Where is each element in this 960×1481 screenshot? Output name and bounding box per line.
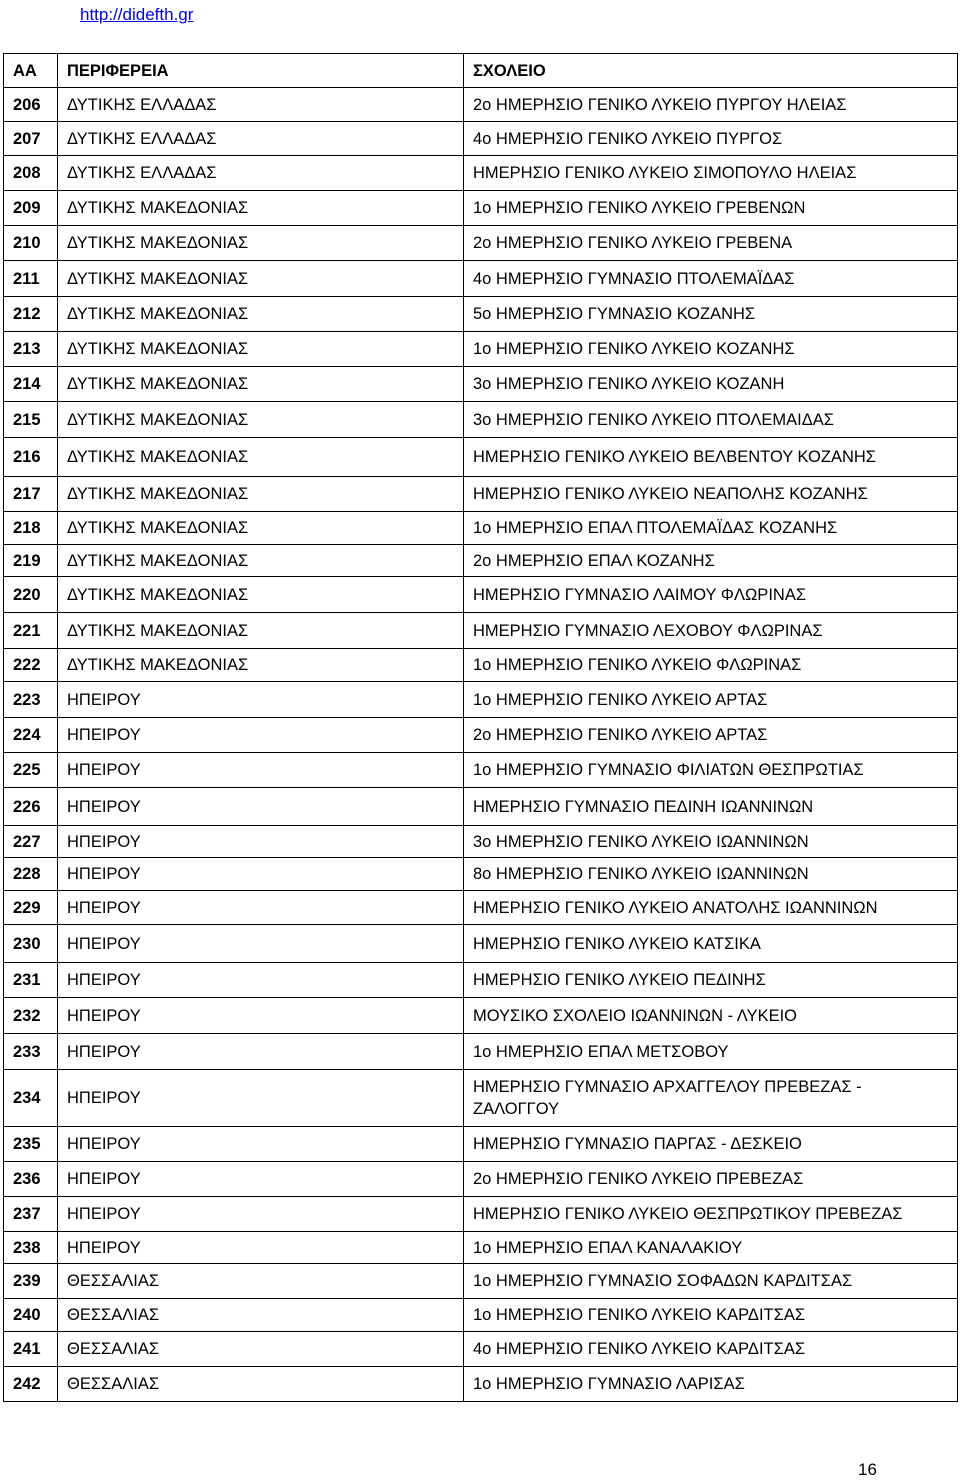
cell-school: ΗΜΕΡΗΣΙΟ ΓΥΜΝΑΣΙΟ ΛΑΙΜΟΥ ΦΛΩΡΙΝΑΣ (464, 577, 958, 613)
cell-aa: 234 (4, 1070, 58, 1127)
column-header-aa: ΑΑ (4, 54, 58, 88)
cell-school: 1ο ΗΜΕΡΗΣΙΟ ΓΕΝΙΚΟ ΛΥΚΕΙΟ ΑΡΤΑΣ (464, 682, 958, 718)
table-row (4, 477, 958, 512)
cell-aa: 236 (4, 1162, 58, 1197)
table-row (4, 191, 958, 226)
table-row (4, 963, 958, 998)
table-row (4, 753, 958, 788)
cell-aa: 222 (4, 649, 58, 682)
cell-school: 1ο ΗΜΕΡΗΣΙΟ ΕΠΑΛ ΠΤΟΛΕΜΑΪΔΑΣ ΚΟΖΑΝΗΣ (464, 512, 958, 545)
cell-school: 4ο ΗΜΕΡΗΣΙΟ ΓΥΜΝΑΣΙΟ ΠΤΟΛΕΜΑΪΔΑΣ (464, 261, 958, 297)
column-header-school: ΣΧΟΛΕΙΟ (464, 54, 958, 88)
table-row (4, 545, 958, 577)
cell-school: ΗΜΕΡΗΣΙΟ ΓΥΜΝΑΣΙΟ ΛΕΧΟΒΟΥ ΦΛΩΡΙΝΑΣ (464, 613, 958, 649)
table-row (4, 367, 958, 402)
cell-region: ΗΠΕΙΡΟΥ (58, 963, 464, 998)
cell-aa: 209 (4, 191, 58, 226)
cell-region: ΗΠΕΙΡΟΥ (58, 891, 464, 925)
cell-aa: 219 (4, 545, 58, 577)
cell-aa: 215 (4, 402, 58, 438)
cell-region: ΗΠΕΙΡΟΥ (58, 1162, 464, 1197)
cell-aa: 239 (4, 1264, 58, 1299)
table-header-row (4, 54, 958, 88)
cell-school: 2ο ΗΜΕΡΗΣΙΟ ΓΕΝΙΚΟ ΛΥΚΕΙΟ ΓΡΕΒΕΝΑ (464, 226, 958, 261)
cell-aa: 231 (4, 963, 58, 998)
table-row (4, 891, 958, 925)
cell-school: ΗΜΕΡΗΣΙΟ ΓΕΝΙΚΟ ΛΥΚΕΙΟ ΚΑΤΣΙΚΑ (464, 925, 958, 963)
table-row (4, 122, 958, 156)
cell-school: 3ο ΗΜΕΡΗΣΙΟ ΓΕΝΙΚΟ ΛΥΚΕΙΟ ΠΤΟΛΕΜΑΙΔΑΣ (464, 402, 958, 438)
cell-region: ΔΥΤΙΚΗΣ ΜΑΚΕΔΟΝΙΑΣ (58, 402, 464, 438)
cell-region: ΗΠΕΙΡΟΥ (58, 1127, 464, 1162)
cell-region: ΔΥΤΙΚΗΣ ΕΛΛΑΔΑΣ (58, 88, 464, 122)
column-header-region: ΠΕΡΙΦΕΡΕΙΑ (58, 54, 464, 88)
table-row (4, 682, 958, 718)
cell-school: ΗΜΕΡΗΣΙΟ ΓΥΜΝΑΣΙΟ ΠΑΡΓΑΣ - ΔΕΣΚΕΙΟ (464, 1127, 958, 1162)
cell-region: ΘΕΣΣΑΛΙΑΣ (58, 1299, 464, 1332)
cell-region: ΔΥΤΙΚΗΣ ΜΑΚΕΔΟΝΙΑΣ (58, 261, 464, 297)
table-row (4, 577, 958, 613)
cell-region: ΔΥΤΙΚΗΣ ΜΑΚΕΔΟΝΙΑΣ (58, 613, 464, 649)
cell-aa: 220 (4, 577, 58, 613)
table-row (4, 1232, 958, 1264)
schools-table (3, 53, 958, 1402)
cell-aa: 206 (4, 88, 58, 122)
table-row (4, 156, 958, 191)
table-row (4, 512, 958, 545)
cell-aa: 227 (4, 826, 58, 858)
cell-aa: 225 (4, 753, 58, 788)
cell-school: 1ο ΗΜΕΡΗΣΙΟ ΓΕΝΙΚΟ ΛΥΚΕΙΟ ΦΛΩΡΙΝΑΣ (464, 649, 958, 682)
cell-region: ΗΠΕΙΡΟΥ (58, 1197, 464, 1232)
cell-aa: 211 (4, 261, 58, 297)
table-row (4, 332, 958, 367)
table-row (4, 402, 958, 438)
cell-school: ΗΜΕΡΗΣΙΟ ΓΥΜΝΑΣΙΟ ΑΡΧΑΓΓΕΛΟΥ ΠΡΕΒΕΖΑΣ - ΖΑΛΟΓΓΟΥ (464, 1070, 958, 1127)
cell-region: ΔΥΤΙΚΗΣ ΕΛΛΑΔΑΣ (58, 122, 464, 156)
cell-school: 2ο ΗΜΕΡΗΣΙΟ ΓΕΝΙΚΟ ΛΥΚΕΙΟ ΠΡΕΒΕΖΑΣ (464, 1162, 958, 1197)
cell-region: ΔΥΤΙΚΗΣ ΜΑΚΕΔΟΝΙΑΣ (58, 332, 464, 367)
cell-region: ΗΠΕΙΡΟΥ (58, 1034, 464, 1070)
table-row (4, 1070, 958, 1127)
cell-region: ΗΠΕΙΡΟΥ (58, 1070, 464, 1127)
table-row (4, 1299, 958, 1332)
cell-aa: 237 (4, 1197, 58, 1232)
cell-region: ΔΥΤΙΚΗΣ ΜΑΚΕΔΟΝΙΑΣ (58, 367, 464, 402)
cell-school: 8ο ΗΜΕΡΗΣΙΟ ΓΕΝΙΚΟ ΛΥΚΕΙΟ ΙΩΑΝΝΙΝΩΝ (464, 858, 958, 891)
cell-aa: 213 (4, 332, 58, 367)
cell-aa: 210 (4, 226, 58, 261)
cell-region: ΗΠΕΙΡΟΥ (58, 858, 464, 891)
cell-school: 1ο ΗΜΕΡΗΣΙΟ ΓΥΜΝΑΣΙΟ ΛΑΡΙΣΑΣ (464, 1367, 958, 1402)
cell-region: ΔΥΤΙΚΗΣ ΕΛΛΑΔΑΣ (58, 156, 464, 191)
table-row (4, 1034, 958, 1070)
cell-region: ΗΠΕΙΡΟΥ (58, 682, 464, 718)
table-row (4, 297, 958, 332)
cell-aa: 229 (4, 891, 58, 925)
table-row (4, 925, 958, 963)
cell-aa: 207 (4, 122, 58, 156)
cell-aa: 226 (4, 788, 58, 826)
cell-school: 1ο ΗΜΕΡΗΣΙΟ ΓΥΜΝΑΣΙΟ ΦΙΛΙΑΤΩΝ ΘΕΣΠΡΩΤΙΑΣ (464, 753, 958, 788)
cell-aa: 212 (4, 297, 58, 332)
table-row (4, 1367, 958, 1402)
table-body (4, 88, 958, 1402)
cell-aa: 232 (4, 998, 58, 1034)
cell-region: ΘΕΣΣΑΛΙΑΣ (58, 1264, 464, 1299)
table-row (4, 226, 958, 261)
table-row (4, 788, 958, 826)
cell-school: 1ο ΗΜΕΡΗΣΙΟ ΕΠΑΛ ΜΕΤΣΟΒΟΥ (464, 1034, 958, 1070)
cell-region: ΗΠΕΙΡΟΥ (58, 826, 464, 858)
page-number: 16 (858, 1460, 877, 1479)
cell-region: ΔΥΤΙΚΗΣ ΜΑΚΕΔΟΝΙΑΣ (58, 226, 464, 261)
cell-school: 1ο ΗΜΕΡΗΣΙΟ ΓΕΝΙΚΟ ΛΥΚΕΙΟ ΚΑΡΔΙΤΣΑΣ (464, 1299, 958, 1332)
cell-school: 4ο ΗΜΕΡΗΣΙΟ ΓΕΝΙΚΟ ΛΥΚΕΙΟ ΚΑΡΔΙΤΣΑΣ (464, 1332, 958, 1367)
table-row (4, 858, 958, 891)
cell-aa: 228 (4, 858, 58, 891)
cell-aa: 223 (4, 682, 58, 718)
cell-aa: 224 (4, 718, 58, 753)
cell-aa: 241 (4, 1332, 58, 1367)
table-row (4, 613, 958, 649)
cell-school: ΜΟΥΣΙΚΟ ΣΧΟΛΕΙΟ ΙΩΑΝΝΙΝΩΝ - ΛΥΚΕΙΟ (464, 998, 958, 1034)
cell-region: ΔΥΤΙΚΗΣ ΜΑΚΕΔΟΝΙΑΣ (58, 438, 464, 477)
cell-region: ΔΥΤΙΚΗΣ ΜΑΚΕΔΟΝΙΑΣ (58, 512, 464, 545)
cell-region: ΗΠΕΙΡΟΥ (58, 788, 464, 826)
cell-school: 1ο ΗΜΕΡΗΣΙΟ ΓΥΜΝΑΣΙΟ ΣΟΦΑΔΩΝ ΚΑΡΔΙΤΣΑΣ (464, 1264, 958, 1299)
cell-school: ΗΜΕΡΗΣΙΟ ΓΕΝΙΚΟ ΛΥΚΕΙΟ ΘΕΣΠΡΩΤΙΚΟΥ ΠΡΕΒΕΖΑΣ (464, 1197, 958, 1232)
cell-aa: 230 (4, 925, 58, 963)
cell-school: ΗΜΕΡΗΣΙΟ ΓΥΜΝΑΣΙΟ ΠΕΔΙΝΗ ΙΩΑΝΝΙΝΩΝ (464, 788, 958, 826)
cell-school: 4ο ΗΜΕΡΗΣΙΟ ΓΕΝΙΚΟ ΛΥΚΕΙΟ ΠΥΡΓΟΣ (464, 122, 958, 156)
cell-region: ΘΕΣΣΑΛΙΑΣ (58, 1332, 464, 1367)
cell-aa: 217 (4, 477, 58, 512)
table-row (4, 438, 958, 477)
header-link[interactable]: http://didefth.gr (80, 5, 194, 24)
cell-school: ΗΜΕΡΗΣΙΟ ΓΕΝΙΚΟ ΛΥΚΕΙΟ ΠΕΔΙΝΗΣ (464, 963, 958, 998)
cell-aa: 242 (4, 1367, 58, 1402)
cell-aa: 238 (4, 1232, 58, 1264)
cell-region: ΔΥΤΙΚΗΣ ΜΑΚΕΔΟΝΙΑΣ (58, 545, 464, 577)
cell-region: ΗΠΕΙΡΟΥ (58, 718, 464, 753)
cell-aa: 233 (4, 1034, 58, 1070)
cell-aa: 218 (4, 512, 58, 545)
table-row (4, 88, 958, 122)
cell-school: 3ο ΗΜΕΡΗΣΙΟ ΓΕΝΙΚΟ ΛΥΚΕΙΟ ΙΩΑΝΝΙΝΩΝ (464, 826, 958, 858)
table-row (4, 1162, 958, 1197)
table-row (4, 1264, 958, 1299)
cell-region: ΗΠΕΙΡΟΥ (58, 998, 464, 1034)
cell-school: 3ο ΗΜΕΡΗΣΙΟ ΓΕΝΙΚΟ ΛΥΚΕΙΟ ΚΟΖΑΝΗ (464, 367, 958, 402)
table-row (4, 1127, 958, 1162)
cell-region: ΔΥΤΙΚΗΣ ΜΑΚΕΔΟΝΙΑΣ (58, 649, 464, 682)
cell-region: ΔΥΤΙΚΗΣ ΜΑΚΕΔΟΝΙΑΣ (58, 191, 464, 226)
cell-aa: 221 (4, 613, 58, 649)
cell-region: ΗΠΕΙΡΟΥ (58, 1232, 464, 1264)
cell-school: ΗΜΕΡΗΣΙΟ ΓΕΝΙΚΟ ΛΥΚΕΙΟ ΑΝΑΤΟΛΗΣ ΙΩΑΝΝΙΝΩΝ (464, 891, 958, 925)
cell-region: ΔΥΤΙΚΗΣ ΜΑΚΕΔΟΝΙΑΣ (58, 297, 464, 332)
cell-aa: 208 (4, 156, 58, 191)
cell-school: 1ο ΗΜΕΡΗΣΙΟ ΓΕΝΙΚΟ ΛΥΚΕΙΟ ΚΟΖΑΝΗΣ (464, 332, 958, 367)
cell-region: ΔΥΤΙΚΗΣ ΜΑΚΕΔΟΝΙΑΣ (58, 577, 464, 613)
cell-region: ΔΥΤΙΚΗΣ ΜΑΚΕΔΟΝΙΑΣ (58, 477, 464, 512)
table-row (4, 998, 958, 1034)
cell-region: ΗΠΕΙΡΟΥ (58, 753, 464, 788)
cell-school: 2ο ΗΜΕΡΗΣΙΟ ΓΕΝΙΚΟ ΛΥΚΕΙΟ ΑΡΤΑΣ (464, 718, 958, 753)
cell-aa: 240 (4, 1299, 58, 1332)
cell-region: ΘΕΣΣΑΛΙΑΣ (58, 1367, 464, 1402)
table-row (4, 649, 958, 682)
cell-school: 2ο ΗΜΕΡΗΣΙΟ ΕΠΑΛ ΚΟΖΑΝΗΣ (464, 545, 958, 577)
cell-school: 5ο ΗΜΕΡΗΣΙΟ ΓΥΜΝΑΣΙΟ ΚΟΖΑΝΗΣ (464, 297, 958, 332)
table-row (4, 826, 958, 858)
cell-school: ΗΜΕΡΗΣΙΟ ΓΕΝΙΚΟ ΛΥΚΕΙΟ ΝΕΑΠΟΛΗΣ ΚΟΖΑΝΗΣ (464, 477, 958, 512)
cell-school: 1ο ΗΜΕΡΗΣΙΟ ΕΠΑΛ ΚΑΝΑΛΑΚΙΟΥ (464, 1232, 958, 1264)
cell-region: ΗΠΕΙΡΟΥ (58, 925, 464, 963)
cell-aa: 235 (4, 1127, 58, 1162)
cell-school: 1ο ΗΜΕΡΗΣΙΟ ΓΕΝΙΚΟ ΛΥΚΕΙΟ ΓΡΕΒΕΝΩΝ (464, 191, 958, 226)
cell-aa: 216 (4, 438, 58, 477)
table-row (4, 1197, 958, 1232)
table-row (4, 1332, 958, 1367)
cell-school: 2ο ΗΜΕΡΗΣΙΟ ΓΕΝΙΚΟ ΛΥΚΕΙΟ ΠΥΡΓΟΥ ΗΛΕΙΑΣ (464, 88, 958, 122)
table-row (4, 718, 958, 753)
cell-aa: 214 (4, 367, 58, 402)
table-row (4, 261, 958, 297)
cell-school: ΗΜΕΡΗΣΙΟ ΓΕΝΙΚΟ ΛΥΚΕΙΟ ΒΕΛΒΕΝΤΟΥ ΚΟΖΑΝΗΣ (464, 438, 958, 477)
cell-school: ΗΜΕΡΗΣΙΟ ΓΕΝΙΚΟ ΛΥΚΕΙΟ ΣΙΜΟΠΟΥΛΟ ΗΛΕΙΑΣ (464, 156, 958, 191)
